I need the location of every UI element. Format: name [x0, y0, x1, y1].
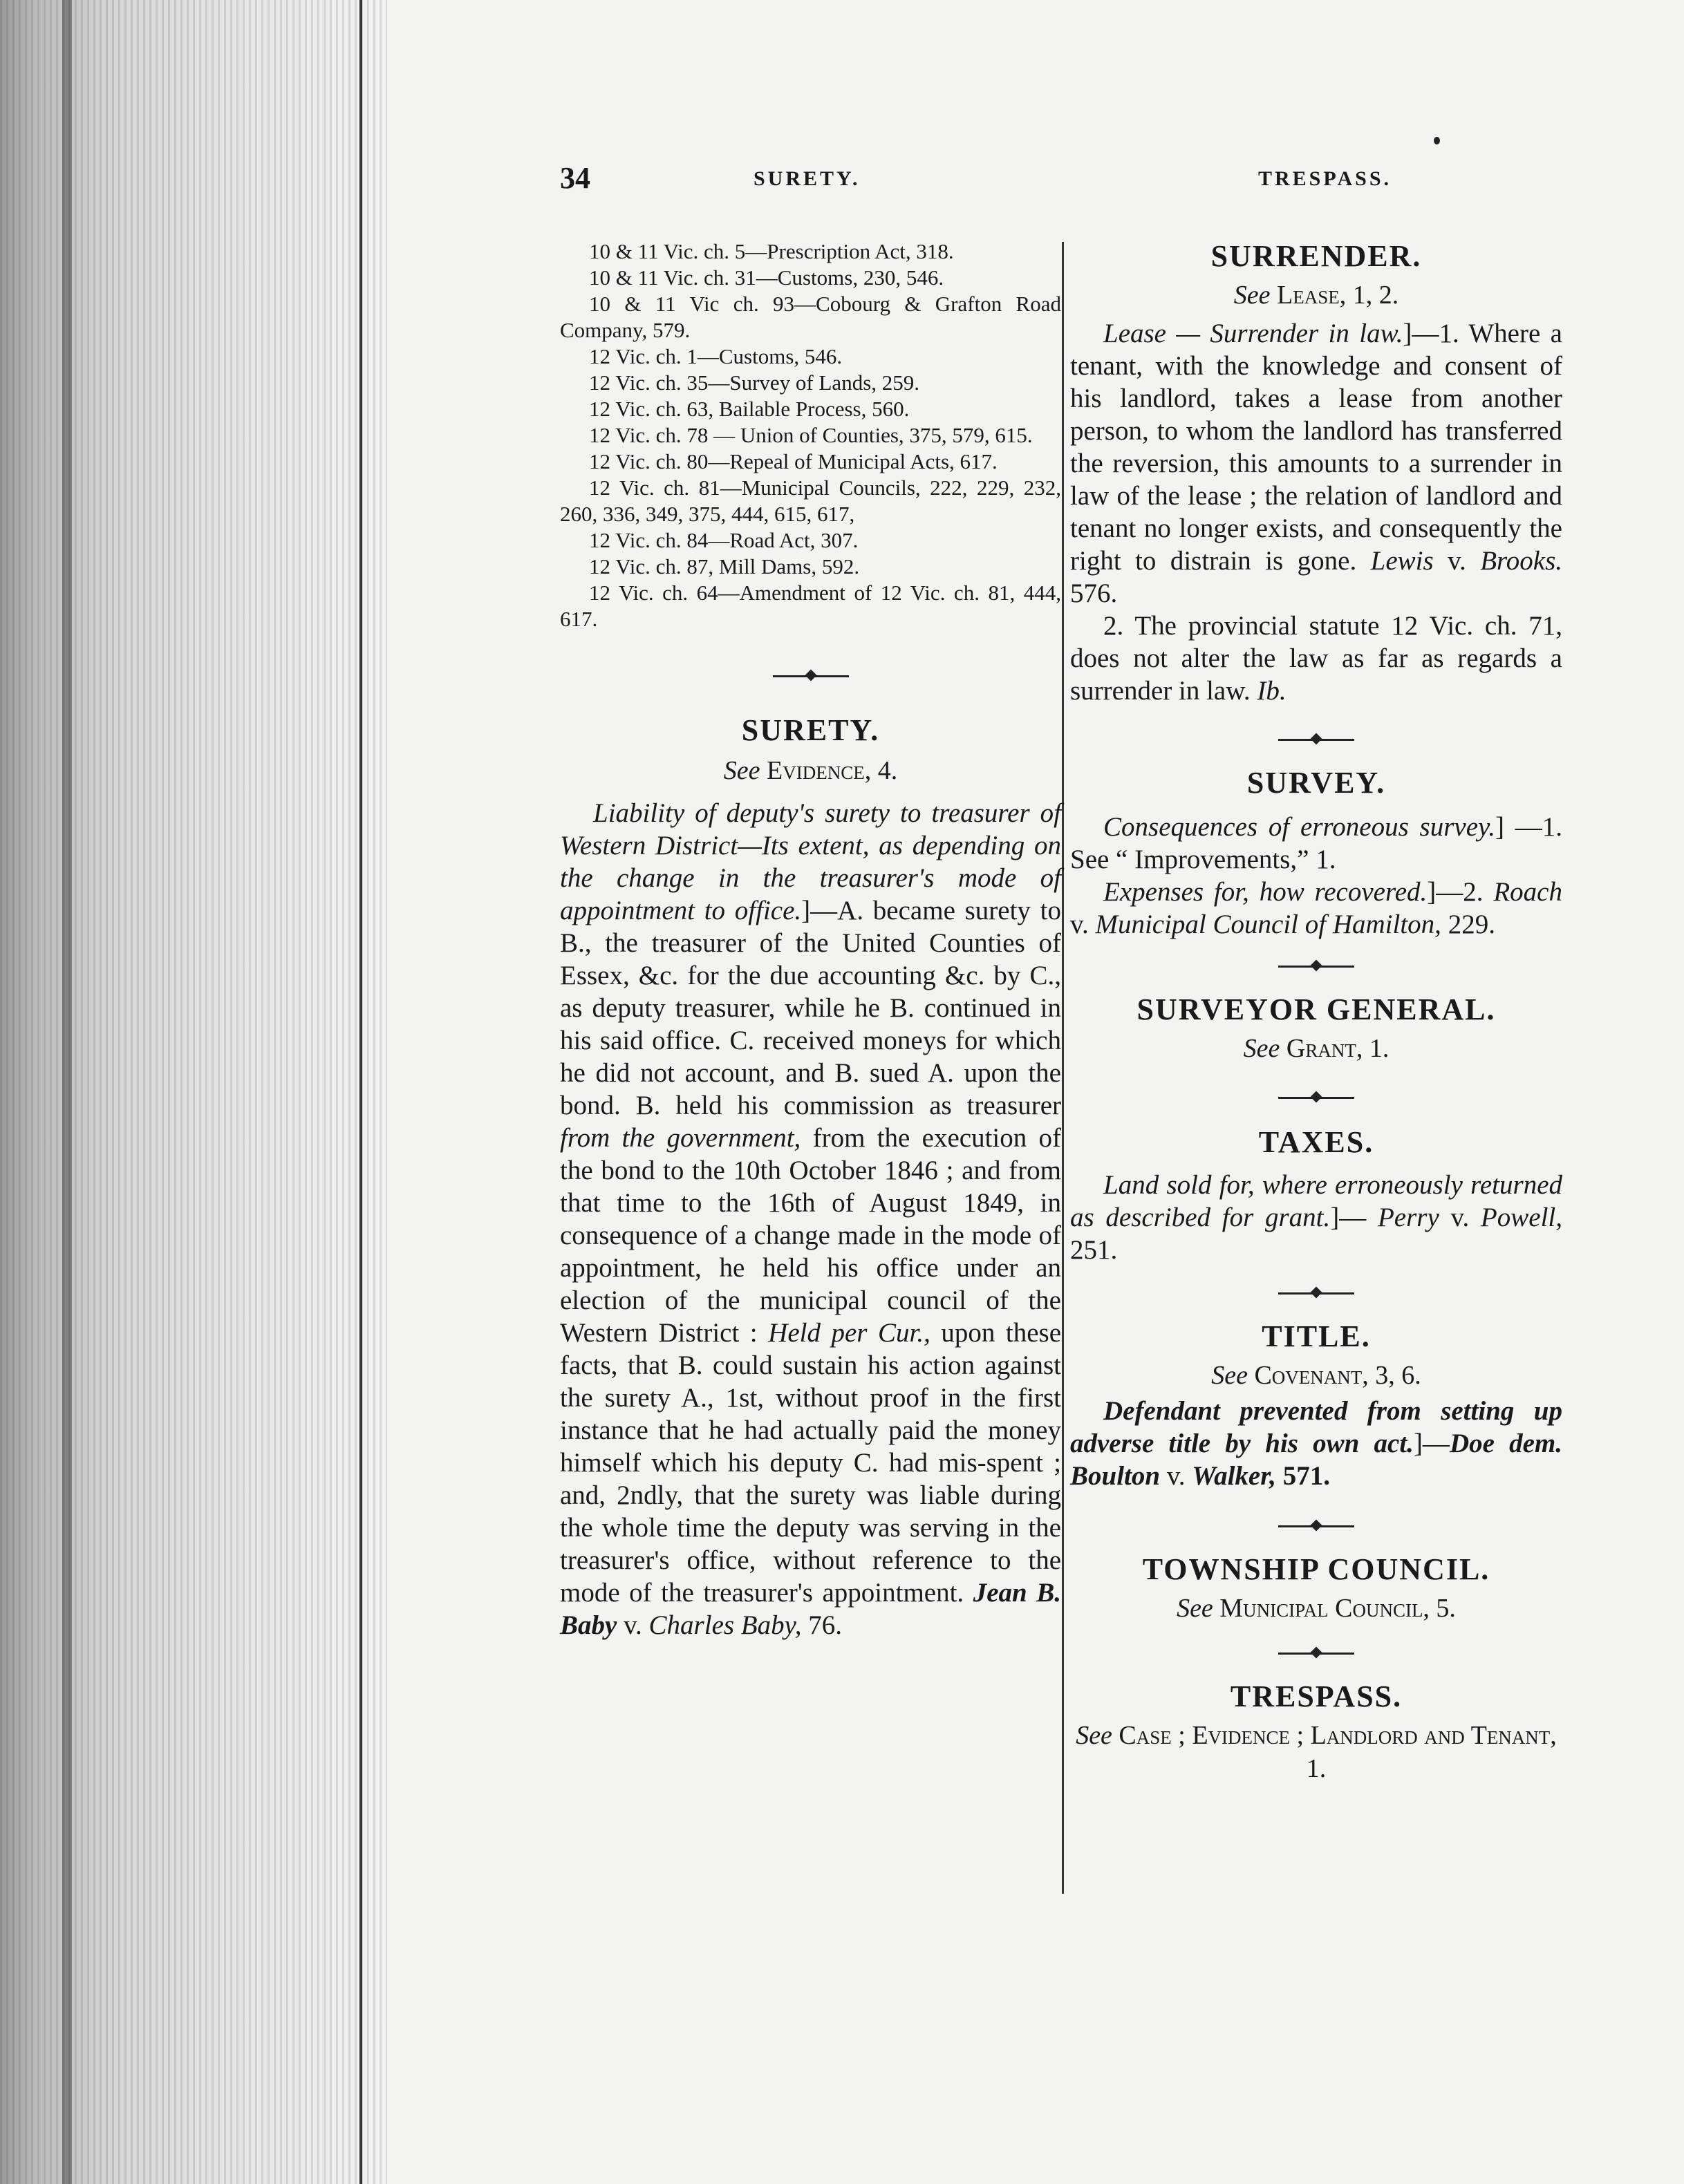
page-left-border — [359, 0, 362, 2184]
section-divider — [560, 657, 1061, 696]
section-survey — [1070, 765, 1562, 941]
section-divider — [1070, 1635, 1562, 1673]
statute-entry: 12 Vic. ch. 78 — Union of Counties, 375, 579, 615. — [589, 423, 1033, 447]
see-reference: See Municipal Council, 5. — [1177, 1594, 1456, 1623]
statute-entry: 10 & 11 Vic. ch. 31—Customs, 230, 546. — [589, 265, 944, 290]
survey-paragraphs: Consequences of erroneous survey.] —1. See “ Improvements,” 1. Expenses for, how recovered.]—2. Roach v. Municipal Council of Hamilton, 229. — [1070, 812, 1562, 939]
title-paragraph: Defendant prevented from setting up adverse title by his own act.]—Doe dem. Boulton v. Walker, 571. — [1070, 1396, 1562, 1491]
see-reference: See Grant, 1. — [1243, 1034, 1390, 1063]
section-township-council — [1070, 1552, 1562, 1625]
statute-entry: 12 Vic. ch. 84—Road Act, 307. — [589, 528, 859, 552]
statute-entry: 10 & 11 Vic. ch. 5—Prescription Act, 318. — [589, 239, 954, 263]
running-head-right: TRESPASS. — [1258, 167, 1392, 190]
section-heading: SURRENDER. — [1210, 239, 1422, 273]
running-head-left: SURETY. — [754, 167, 861, 190]
section-heading: TAXES. — [1258, 1125, 1374, 1159]
statute-entry: 12 Vic. ch. 35—Survey of Lands, 259. — [589, 370, 920, 395]
section-taxes — [1070, 1124, 1562, 1266]
book-page-edges — [0, 0, 387, 2184]
section-heading: TITLE. — [1262, 1319, 1371, 1353]
see-reference: See Lease, 1, 2. — [1233, 281, 1399, 310]
statute-entry: 12 Vic. ch. 64—Amendment of 12 Vic. ch. 81, 444, 617. — [560, 581, 1061, 631]
section-divider — [1070, 1079, 1562, 1118]
section-surrender — [1070, 238, 1562, 707]
surrender-paragraphs: Lease — Surrender in law.]—1. Where a tenant, with the knowledge and consent of his landlord, takes a lease from another person, to whom the landlord has transferred the reversion, this amounts to a surrender in law of the lease ; the relation of landlord and tenant no longer exists, and consequently the right to distrain is gone. Lewis v. Brooks. 576. 2. The provincial statute 12 Vic. ch. 71, does not alter the law as far as regards a surrender in law. Ib. — [1070, 319, 1563, 706]
see-reference: See Covenant, 3, 6. — [1211, 1361, 1421, 1390]
section-heading: SURVEY. — [1246, 766, 1386, 800]
section-heading: SURVEYOR GENERAL. — [1136, 992, 1496, 1026]
section-heading: TRESPASS. — [1230, 1679, 1403, 1713]
surety-paragraph: Liability of deputy's surety to treasurer of Western District—Its extent, as depending on the change in the treasurer's mode of appointment to office.]—A. became surety to B., the treasurer of the United Counties of Essex, &c. for the due accounting &c. by C., as deputy treasurer, while he B. continued in his said office. C. received moneys for which he did not account, and B. sued A. upon the bond. B. held his commission as treasurer from the government, from the execution of the bond to the 10th October 1846 ; and from that time to the 16th of August 1849, in consequence of a change made in the mode of appointment, he held his office under an election of the municipal council of the Western District : Held per Cur., upon these facts, that B. could sustain his action against the surety A., 1st, without proof in the first instance that he had actually paid the money himself which his deputy C. had mis-spent ; and, 2ndly, that the surety was liable during the whole time the deputy was serving in the treasurer's office, without reference to the mode of the treasurer's appointment. Jean B. Baby v. Charles Baby, 76. — [560, 798, 1062, 1640]
column-rule — [1062, 242, 1064, 1894]
right-column — [1070, 238, 1562, 1785]
section-heading: SURETY. — [741, 713, 880, 747]
statute-entry: 12 Vic. ch. 1—Customs, 546. — [589, 344, 843, 368]
running-head — [560, 160, 1390, 202]
statute-entry: 12 Vic. ch. 63, Bailable Process, 560. — [589, 397, 910, 421]
left-column — [560, 238, 1061, 1641]
taxes-paragraph: Land sold for, where erroneously returned as described for grant.]— Perry v. Powell, 251. — [1070, 1170, 1562, 1265]
section-title — [1070, 1319, 1562, 1492]
section-trespass — [1070, 1679, 1562, 1785]
section-surveyor-general — [1070, 992, 1562, 1065]
statute-entry: 12 Vic. ch. 80—Repeal of Municipal Acts, 617. — [589, 449, 998, 473]
section-heading: TOWNSHIP COUNCIL. — [1142, 1552, 1490, 1586]
page-number: 34 — [560, 161, 590, 195]
statute-entry: 10 & 11 Vic ch. 93—Cobourg & Grafton Road Company, 579. — [560, 292, 1061, 342]
section-divider — [1070, 1274, 1562, 1313]
statute-entry: 12 Vic. ch. 81—Municipal Councils, 222, 229, 232, 260, 336, 349, 375, 444, 615, 617, — [560, 476, 1061, 526]
page-edge-shadow — [62, 0, 72, 2184]
statute-list — [560, 238, 1061, 632]
ink-speck — [1434, 137, 1440, 144]
section-divider — [1070, 948, 1562, 986]
section-divider — [1070, 1507, 1562, 1546]
see-reference: See Evidence, 4. — [723, 756, 898, 785]
section-surety — [560, 713, 1061, 1641]
statute-entry: 12 Vic. ch. 87, Mill Dams, 592. — [589, 554, 860, 578]
see-reference: See Case ; Evidence ; Landlord and Tenant, 1. — [1076, 1721, 1557, 1783]
section-divider — [1070, 721, 1562, 760]
